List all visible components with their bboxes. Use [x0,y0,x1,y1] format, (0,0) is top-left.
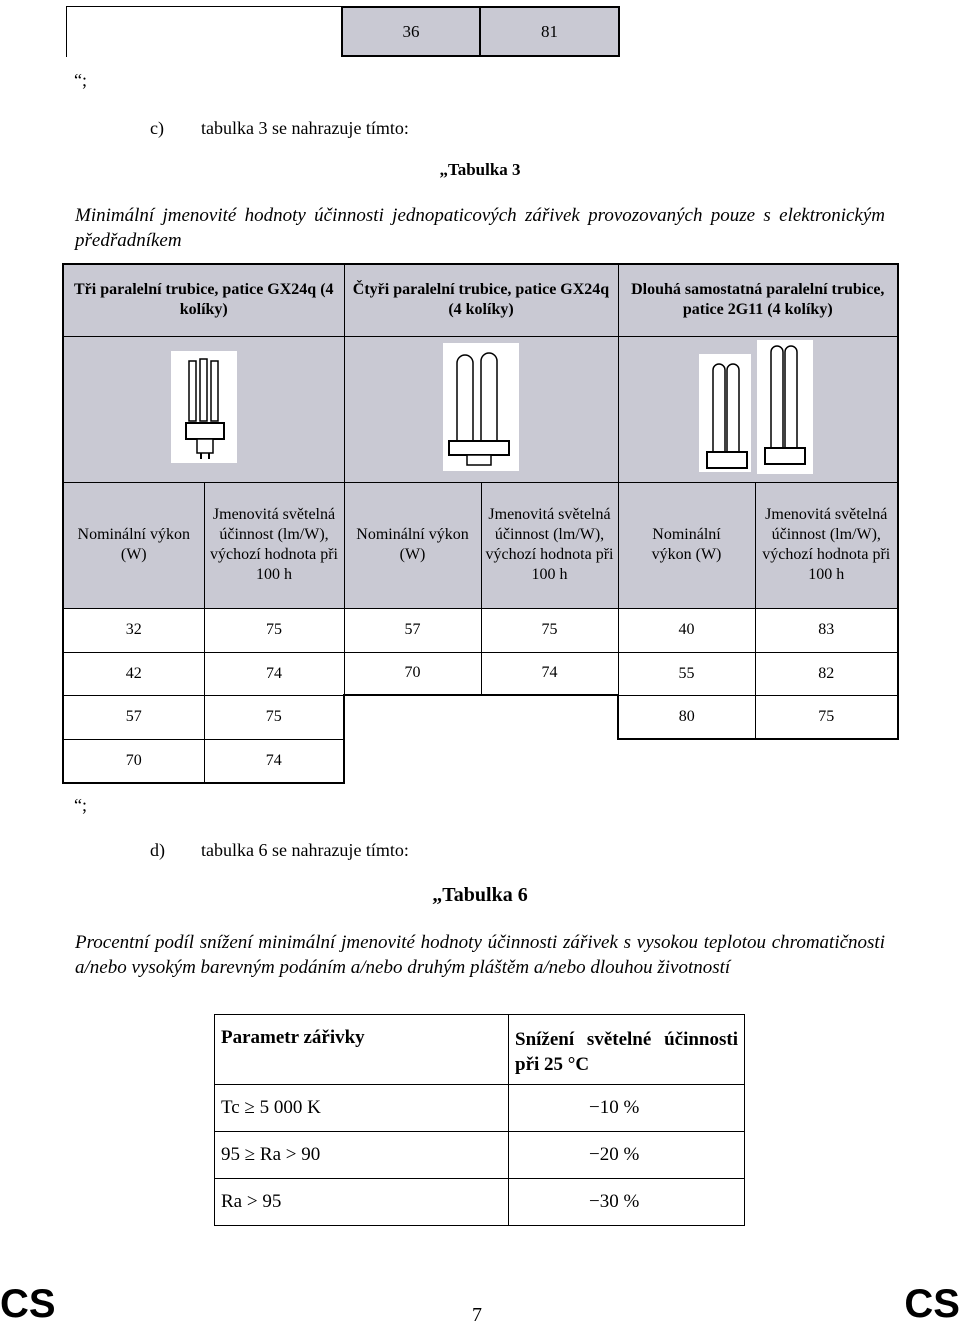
page-number: 7 [472,1304,482,1326]
column-header: Jmenovitá světelná účinnost (lm/W), výchozí hodnota při 100 h [481,482,618,608]
closing-quote: “; [74,795,87,815]
header-number-left: 36 [341,6,481,57]
table6-header: Parametr zářivky [215,1015,509,1085]
group-header: Dlouhá samostatná paralelní trubice, patice 2G11 (4 kolíky) [618,264,898,336]
table-cell: 70 [63,739,204,783]
item-c-letter: c) [150,118,164,138]
group-header: Čtyři paralelní trubice, patice GX24q (4 kolíky) [344,264,618,336]
lamp-three-tube-icon [171,351,237,463]
table-cell: 74 [204,652,344,695]
group-header: Tři paralelní trubice, patice GX24q (4 kolíky) [63,264,344,336]
item-d-letter: d) [150,840,165,860]
table-cell: 42 [63,652,204,695]
closing-quote: “; [74,70,87,90]
table6-cell: −10 % [509,1085,745,1132]
table-cell: 32 [63,608,204,652]
footer-language-left: CS [0,1282,56,1326]
table-cell: 82 [755,652,898,695]
table6 [214,1014,745,1226]
table6-cell: Ra > 95 [215,1179,509,1226]
column-header: Jmenovitá světelná účinnost (lm/W), výchozí hodnota při 100 h [204,482,344,608]
footer-language-right: CS [904,1282,960,1326]
lamp-image-long-tube [618,336,898,482]
table6-header: Snížení světelné účinnosti při 25 °C [509,1015,745,1085]
table3-label: „Tabulka 3 [439,160,521,179]
table-cell: 40 [618,608,755,652]
table-cell: 57 [344,608,481,652]
column-header: Nominální výkon (W) [63,482,204,608]
table6-caption: Procentní podíl snížení minimální jmenovité hodnoty účinnosti zářivek s vysokou teplotou chromatičnosti a/nebo vysokým barevným podáním a/nebo druhým pláštěm a/nebo dlouhou životností [75,932,885,978]
table6-label: „Tabulka 6 [432,884,528,906]
column-header: Jmenovitá světelná účinnost (lm/W), výchozí hodnota při 100 h [755,482,898,608]
table3-caption: Minimální jmenovité hodnoty účinnosti jednopaticových zářivek provozovaných pouze s elektronickým předřadníkem [75,205,885,251]
header-frame [66,6,343,57]
table6-cell: Tc ≥ 5 000 K [215,1085,509,1132]
table-cell: 74 [204,739,344,783]
table6-cell: −30 % [509,1179,745,1226]
empty-cell [344,739,898,783]
table-cell: 70 [344,652,481,695]
table-cell: 74 [481,652,618,695]
lamp-long-tube-icon [699,340,817,474]
lamp-image-four-tube [344,336,618,482]
table-cell: 75 [481,608,618,652]
table-cell: 75 [204,608,344,652]
table-cell: 55 [618,652,755,695]
lamp-image-three-tube [63,336,344,482]
table-cell: 83 [755,608,898,652]
table-cell: 75 [204,695,344,739]
table-cell: 80 [618,695,755,739]
empty-cell [344,695,618,739]
table6-cell: −20 % [509,1132,745,1179]
header-number-right: 81 [479,6,620,57]
item-c-text: tabulka 3 se nahrazuje tímto: [201,118,409,138]
table-cell: 75 [755,695,898,739]
item-d-text: tabulka 6 se nahrazuje tímto: [201,840,409,860]
table3 [62,263,899,784]
column-header: Nominální výkon (W) [618,482,755,608]
table6-cell: 95 ≥ Ra > 90 [215,1132,509,1179]
column-header: Nominální výkon (W) [344,482,481,608]
table-cell: 57 [63,695,204,739]
lamp-four-tube-icon [443,343,519,471]
